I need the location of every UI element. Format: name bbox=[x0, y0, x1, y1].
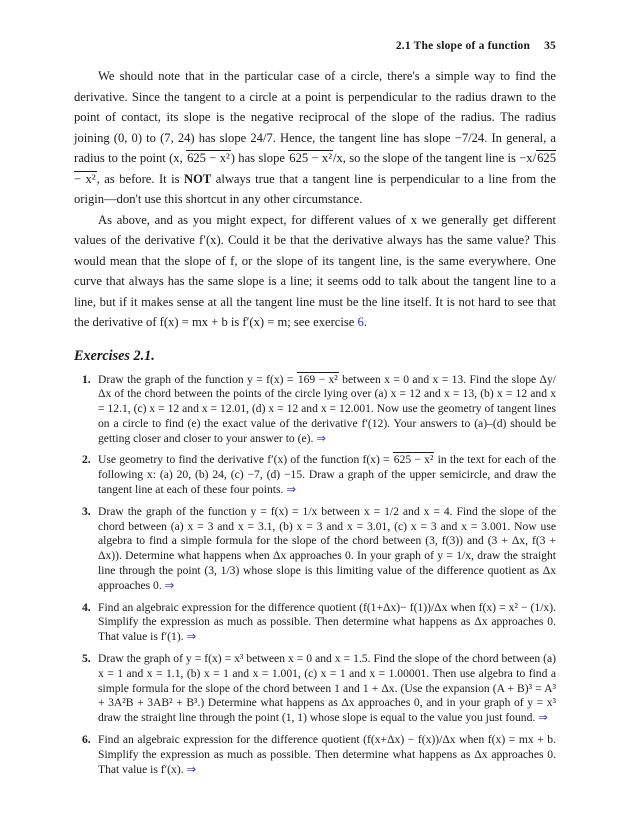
exercise-6-link[interactable]: 6 bbox=[357, 315, 364, 329]
exercises-heading: Exercises 2.1. bbox=[74, 347, 155, 364]
exercise-item-1 bbox=[74, 373, 556, 447]
answer-arrow-icon[interactable]: ⇒ bbox=[164, 578, 175, 592]
section-title: 2.1 The slope of a function bbox=[395, 40, 531, 52]
page-number: 35 bbox=[544, 40, 556, 52]
para1-text-c: /x, so the slope of the tangent line is −x/ bbox=[333, 151, 537, 165]
exercise-text: in the text for each of the following x: (a) 20, (b) 24, (c) −7, (d) −15. Draw a graph of the upper semicircle, and draw the tangent line at each of these four points. bbox=[98, 453, 557, 497]
exercise-text: Find an algebraic expression for the difference quotient (f(1+Δx)− f(1))/Δx when f(x) = x² − (1/x). Simplify the expression as much as possible. Then determine what happens as Δx approaches 0. That value is f′(1). bbox=[98, 600, 556, 644]
exercise-text: between x = 0 and x = 13. Find the slope Δy/Δx of the chord between the points of the circle lying over (a) x = 12 and x = 13, (b) x = 12 and x = 12.1, (c) x = 12 and x = 12.01, (d) x = 12 and x = 12.001. Now use the geometry of tangent lines on a circle to find (e) the exact value of the derivative f′(12). Your answers to (a)–(d) should be getting closer and closer to your answer to (e). bbox=[98, 372, 557, 445]
sqrt-expression: 625 − x² bbox=[393, 453, 434, 467]
para1-text-d: , as before. It is bbox=[96, 171, 184, 186]
exercise-number: 2. bbox=[82, 453, 91, 467]
paragraph-derivative-line bbox=[74, 210, 556, 333]
para1-text-b: ) has slope bbox=[230, 151, 289, 165]
exercise-number: 4. bbox=[82, 600, 91, 614]
exercise-number: 6. bbox=[82, 733, 91, 747]
sqrt-expression: 625 − x² bbox=[187, 151, 230, 165]
answer-arrow-icon[interactable]: ⇒ bbox=[316, 431, 327, 445]
exercise-item-2 bbox=[74, 453, 556, 497]
answer-arrow-icon[interactable]: ⇒ bbox=[186, 630, 197, 644]
exercise-number: 3. bbox=[82, 504, 91, 518]
exercise-item-3 bbox=[74, 505, 556, 594]
answer-arrow-icon[interactable]: ⇒ bbox=[538, 711, 548, 725]
exercise-item-6 bbox=[74, 733, 556, 777]
sqrt-expression: 625 − x² bbox=[289, 151, 332, 165]
answer-arrow-icon[interactable]: ⇒ bbox=[286, 483, 297, 497]
paragraph-circle-tangent bbox=[74, 66, 556, 210]
sqrt-expression: 625 − x² bbox=[74, 151, 556, 186]
para1-text-a: We should note that in the particular case of a circle, there's a simple way to find the derivative. Since the tangent to a circle at a point is perpendicular to the radius drawn to the point of contact, its slope is the negative reciprocal of the slope of the radius. The radius joining (0, 0) to (7, 24) has slope 24/7. Hence, the tangent line has slope −7/24. In general, a radius to the point (x, bbox=[74, 69, 556, 165]
exercise-list bbox=[74, 373, 556, 778]
para2-text-b: . bbox=[363, 315, 367, 329]
exercise-text: Draw the graph of the function y = f(x) = bbox=[98, 372, 297, 386]
page bbox=[74, 40, 556, 784]
exercise-item-5 bbox=[74, 652, 556, 726]
exercise-number: 1. bbox=[82, 372, 91, 386]
para1-text-e: always true that a tangent line is perpendicular to a line from the origin—don't use this shortcut in any other circumstance. bbox=[74, 171, 556, 206]
running-head bbox=[74, 40, 556, 52]
answer-arrow-icon[interactable]: ⇒ bbox=[186, 762, 197, 776]
exercise-item-4 bbox=[74, 601, 556, 645]
exercise-number: 5. bbox=[82, 652, 91, 666]
exercise-text: Find an algebraic expression for the difference quotient (f(x+Δx) − f(x))/Δx when f(x) = mx + b. Simplify the expression as much as possible. Then determine what happens as Δx approaches 0. That value is f′(x). bbox=[98, 733, 556, 776]
exercise-text: Use geometry to find the derivative f′(x) of the function f(x) = bbox=[98, 453, 393, 467]
exercise-text: Draw the graph of the function y = f(x) = 1/x between x = 1/2 and x = 4. Find the slope of the chord between (a) x = 3 and x = 3.1, (b) x = 3 and x = 3.01, (c) x = 3 and x = 3.001. Now use algebra to find a simple formula for the slope of the chord between (3, f(3)) and (3 + Δx, f(3 + Δx)). Determine what happens when Δx approaches 0. In your graph of y = 1/x, draw the straight line through the point (3, 1/3) whose slope is this limiting value of the difference quotient as Δx approaches 0. bbox=[98, 504, 556, 592]
emphasis-not: NOT bbox=[183, 171, 212, 186]
sqrt-expression: 169 − x² bbox=[297, 372, 338, 386]
para2-text-a: As above, and as you might expect, for different values of x we generally get different values of the derivative f′(x). Could it be that the derivative always has the same value? This would mean that the slope of f, or the slope of its tangent line, is the same everywhere. One curve that always has the same slope is a line; it seems odd to talk about the tangent line to a line, but if it makes sense at all the tangent line must be the line itself. It is not hard to see that the derivative of f(x) = mx + b is f′(x) = m; see exercise bbox=[74, 212, 556, 329]
exercise-text: Draw the graph of y = f(x) = x³ between x = 0 and x = 1.5. Find the slope of the chord between (a) x = 1 and x = 1.1, (b) x = 1 and x = 1.001, (c) x = 1 and x = 1.00001. Then use algebra to find a simple formula for the slope of the chord between 1 and 1 + Δx. (Use the expansion (A + B)³ = A³ + 3A²B + 3AB² + B³.) Determine what happens as Δx approaches 0, and in your graph of y = x³ draw the straight line through the point (1, 1) whose slope is equal to the value you just found. bbox=[98, 652, 556, 725]
